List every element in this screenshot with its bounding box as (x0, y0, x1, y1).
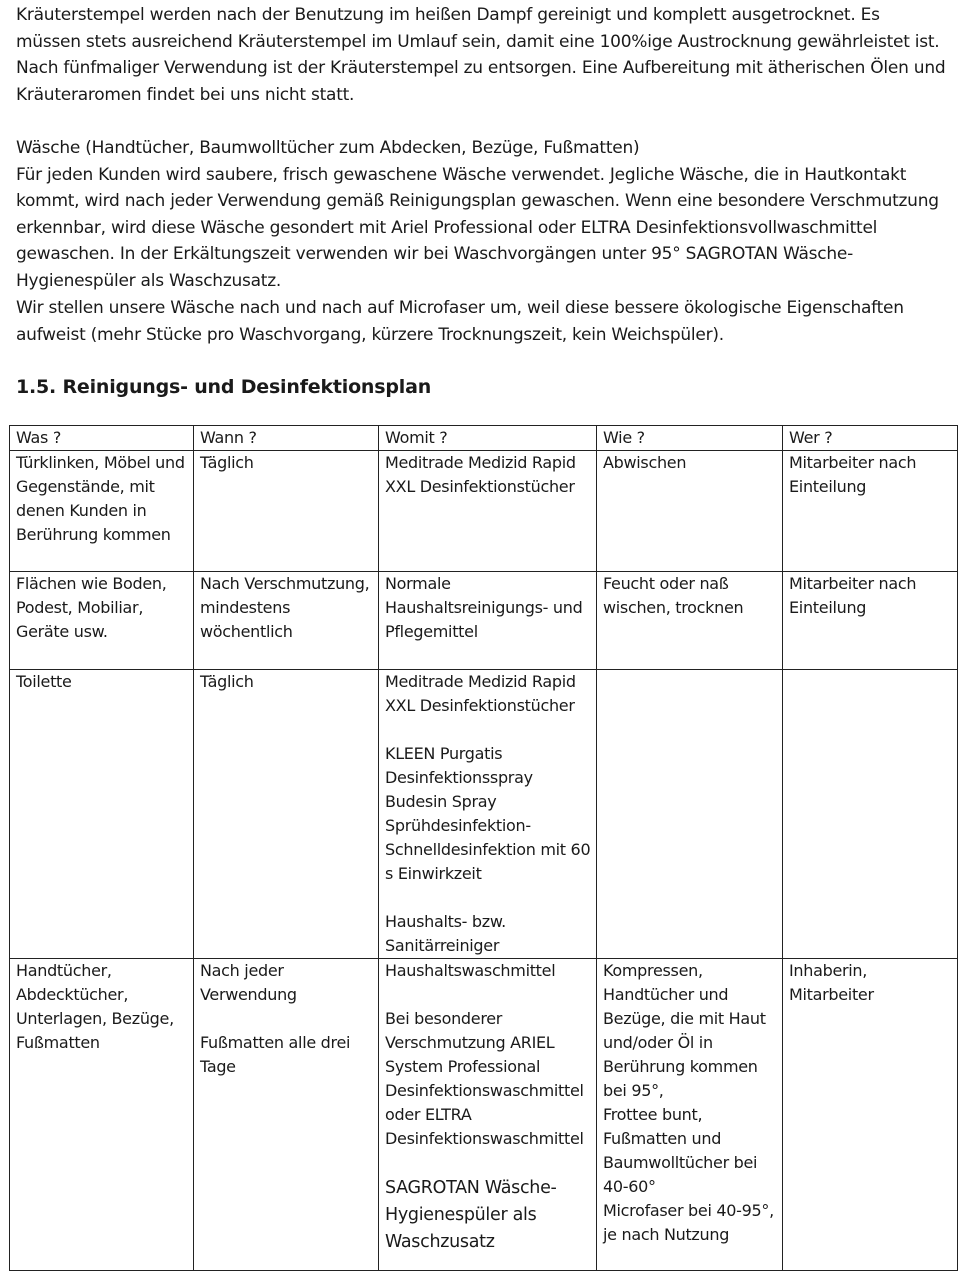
womit-line: SAGROTAN Wäsche-Hygienespüler als Waschzusatz (385, 1178, 557, 1252)
womit-line: Bei besonderer Verschmutzung ARIEL System Professional Desinfektionswaschmittel oder ELTRA Desinfektionswaschmittel (385, 1009, 584, 1148)
cell-wer: Mitarbeiter nach Einteilung (783, 451, 958, 572)
wie-line: Frottee bunt, Fußmatten und Baumwolltücher bei 40-60° (603, 1105, 758, 1196)
womit-line: Haushaltswaschmittel (385, 961, 556, 980)
header-was: Was ? (10, 426, 194, 451)
wie-line: Microfaser bei 40-95°, je nach Nutzung (603, 1201, 774, 1244)
header-womit: Womit ? (379, 426, 597, 451)
laundry-heading: Wäsche (Handtücher, Baumwolltücher zum Abdecken, Bezüge, Fußmatten) (16, 138, 640, 158)
womit-line: KLEEN Purgatis Desinfektionsspray (385, 744, 533, 787)
cell-wie (597, 959, 783, 1271)
cell-wann: Täglich (194, 670, 379, 959)
womit-line: Meditrade Medizid Rapid XXL Desinfektionstücher (385, 672, 576, 715)
cell-wer: Mitarbeiter nach Einteilung (783, 572, 958, 670)
cell-wer (783, 670, 958, 959)
womit-line: Haushalts- bzw. Sanitärreiniger (385, 912, 506, 955)
cell-wann: Nach Verschmutzung, mindestens wöchentlich (194, 572, 379, 670)
cell-wie: Abwischen (597, 451, 783, 572)
cell-was: Handtücher, Abdecktücher, Unterlagen, Bezüge, Fußmatten (10, 959, 194, 1271)
cell-wann (194, 959, 379, 1271)
cell-wie (597, 670, 783, 959)
wie-line: Kompressen, Handtücher und Bezüge, die mit Haut und/oder Öl in Berührung kommen bei 95°, (603, 961, 766, 1100)
cell-wann: Täglich (194, 451, 379, 572)
laundry-text: Für jeden Kunden wird saubere, frisch gewaschene Wäsche verwendet. Jegliche Wäsche, die in Hautkontakt kommt, wird nach jeder Verwendung gemäß Reinigungsplan gewaschen. Wenn eine besondere Verschmutzung erkennbar, wird diese Wäsche gesondert mit Ariel Professional oder ELTRA Desinfektionsvollwaschmittel gewaschen. In der Erkältungszeit verwenden wir bei Waschvorgängen unter 95° SAGROTAN Wäsche-Hygienespüler als Waschzusatz. (16, 164, 939, 291)
cell-womit: Normale Haushaltsreinigungs- und Pflegemittel (379, 572, 597, 670)
cell-was: Flächen wie Boden, Podest, Mobiliar, Geräte usw. (10, 572, 194, 670)
header-wann: Wann ? (194, 426, 379, 451)
paragraph-herbal-stamps: Kräuterstempel werden nach der Benutzung im heißen Dampf gereinigt und komplett ausgetrocknet. Es müssen stets ausreichend Kräuterstempel im Umlauf sein, damit eine 100%ige Austrocknung gewährleistet ist. Nach fünfmaliger Verwendung ist der Kräuterstempel zu entsorgen. Eine Aufbereitung mit ätherischen Ölen und Kräuteraromen findet bei uns nicht statt. (16, 5, 946, 105)
cell-womit (379, 959, 597, 1271)
table-header-row (10, 426, 958, 451)
cell-was: Türklinken, Möbel und Gegenstände, mit denen Kunden in Berührung kommen (10, 451, 194, 572)
paragraph-microfiber: Wir stellen unsere Wäsche nach und nach auf Microfaser um, weil diese bessere ökologische Eigenschaften aufweist (mehr Stücke pro Waschvorgang, kürzere Trocknungszeit, kein Weichspüler). (16, 298, 904, 345)
cell-wer: Inhaberin, Mitarbeiter (783, 959, 958, 1271)
header-wie: Wie ? (597, 426, 783, 451)
paragraph-laundry (16, 135, 946, 295)
table-row (10, 451, 958, 572)
section-title: 1.5. Reinigungs- und Desinfektionsplan (16, 376, 432, 398)
wann-line: Nach jeder Verwendung (200, 961, 297, 1004)
womit-line: Budesin Spray Sprühdesinfektion-Schnelldesinfektion mit 60 s Einwirkzeit (385, 792, 591, 883)
header-wer: Wer ? (783, 426, 958, 451)
table-row (10, 572, 958, 670)
wann-line: Fußmatten alle drei Tage (200, 1033, 351, 1076)
cell-womit (379, 670, 597, 959)
cell-wie: Feucht oder naß wischen, trocknen (597, 572, 783, 670)
table-row (10, 959, 958, 1271)
table-row (10, 670, 958, 959)
cleaning-plan-table (9, 425, 958, 1271)
cell-womit: Meditrade Medizid Rapid XXL Desinfektionstücher (379, 451, 597, 572)
cell-was: Toilette (10, 670, 194, 959)
